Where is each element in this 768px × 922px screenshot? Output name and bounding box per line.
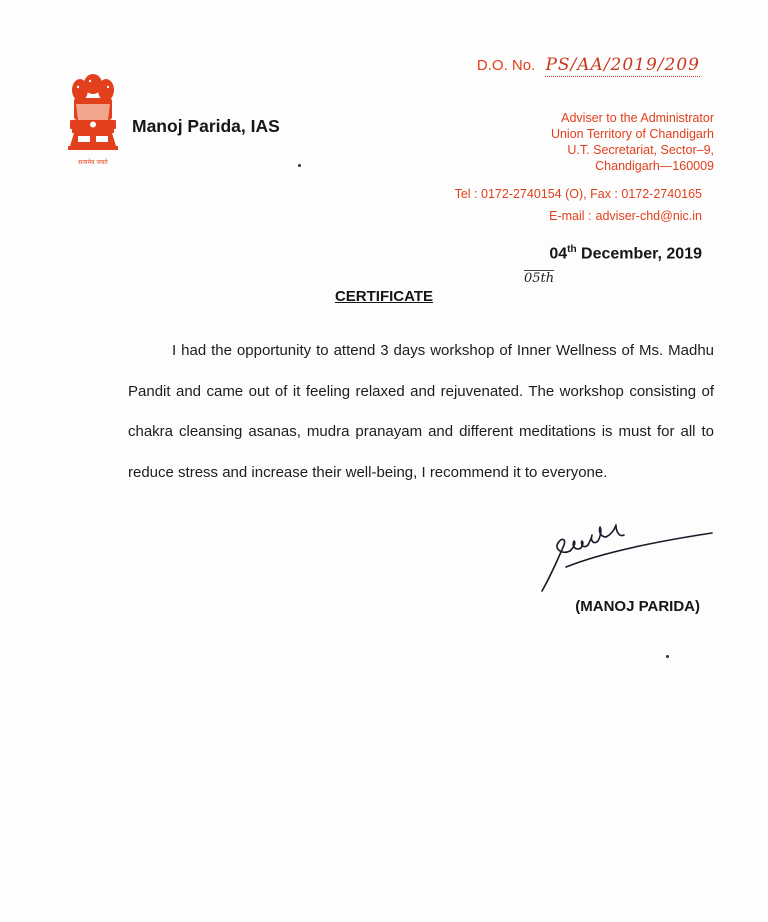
signature-icon bbox=[536, 515, 716, 595]
certificate-title: CERTIFICATE bbox=[334, 288, 434, 305]
contact-phone-fax bbox=[455, 187, 702, 201]
signature bbox=[536, 515, 716, 595]
office-designation: Adviser to the Administrator bbox=[561, 111, 714, 125]
reference-label: D.O. No. bbox=[476, 57, 536, 74]
sender-name: Manoj Parida, IAS bbox=[132, 116, 280, 136]
date-month-year: December, 2019 bbox=[581, 245, 702, 263]
handwritten-date-correction: 05th bbox=[524, 271, 555, 286]
contact-email bbox=[549, 209, 702, 223]
reference-value: PS/AA/2019/209 bbox=[545, 55, 700, 75]
email-address[interactable]: adviser-chd@nic.in bbox=[595, 209, 702, 223]
office-organization: Union Territory of Chandigarh bbox=[550, 127, 714, 141]
email-label: E-mail : bbox=[549, 209, 592, 223]
letter-date bbox=[549, 244, 702, 263]
certificate-body bbox=[128, 331, 714, 493]
national-emblem-icon bbox=[62, 70, 124, 154]
office-address-line2: Chandigarh—160009 bbox=[595, 159, 714, 173]
signatory-name: (MANOJ PARIDA) bbox=[575, 598, 700, 615]
date-suffix: th bbox=[567, 244, 577, 255]
date-day: 04 bbox=[549, 245, 568, 263]
office-address-line1: U.T. Secretariat, Sector–9, bbox=[567, 143, 714, 157]
reference-number bbox=[477, 55, 700, 75]
speck-mark bbox=[666, 655, 669, 658]
emblem bbox=[62, 70, 124, 172]
emblem-motto: सत्यमेव जयते bbox=[78, 159, 108, 166]
certificate-body-text: I had the opportunity to attend 3 days workshop of Inner Wellness of Ms. Madhu Pandit and came out of it feeling relaxed and rejuvenated. The workshop consisting of chakra cleansing asanas, mudra pranayam and different meditations is must for all to reduce stress and increase their well-being, I recommend it to everyone. bbox=[128, 342, 714, 481]
fax-number: Fax : 0172-2740165 bbox=[590, 187, 702, 201]
speck-mark bbox=[298, 164, 301, 167]
office-address bbox=[551, 110, 714, 174]
phone-number: Tel : 0172-2740154 (O), bbox=[454, 187, 587, 201]
